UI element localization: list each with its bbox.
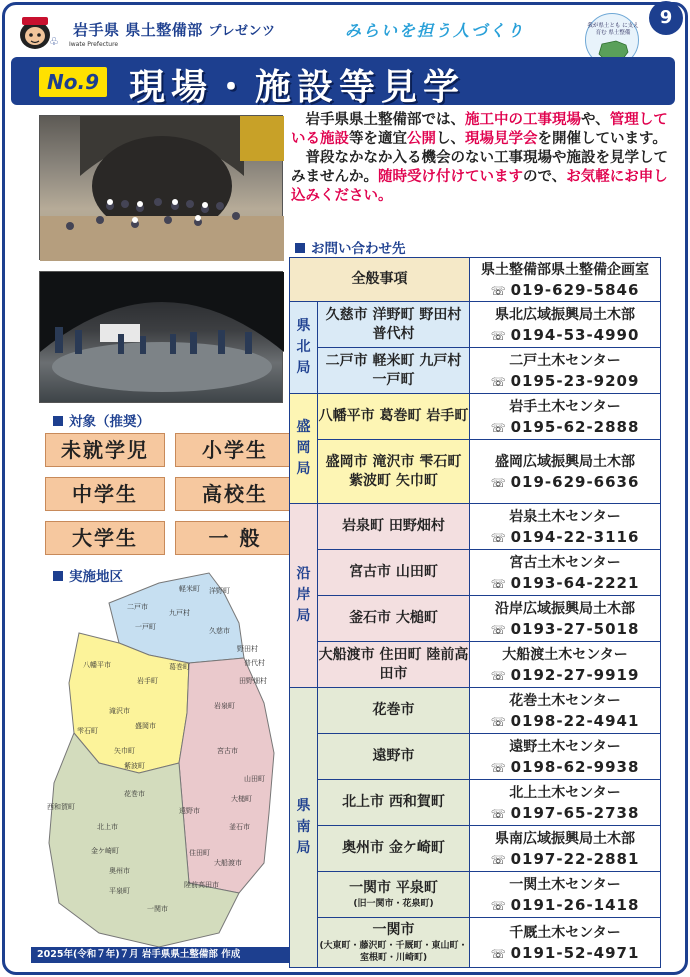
map-label: 滝沢市 (109, 707, 130, 715)
phone-icon: ☏ (490, 715, 507, 729)
area-cell: 北上市 西和賀町 (318, 780, 470, 826)
office-cell: 県土整備部県土整備企画室 ☏ 019-629-5846 (470, 258, 661, 302)
region-south-label: 県 南 局 (290, 688, 318, 968)
intro-paragraph-2: 普段なかなか入る機会のない工事現場や施設を見学してみませんか。随時受け付けていますので、お気軽にお申し込みください。 (291, 150, 668, 204)
tel-number[interactable]: 0198-22-4941 (510, 712, 640, 730)
region-north-label: 県 北 局 (290, 302, 318, 394)
area-note: (大東町・藤沢町・千厩町・東山町・室根町・川崎町) (319, 941, 468, 963)
tel-number[interactable]: 0194-22-3116 (510, 528, 640, 546)
phone-icon: ☏ (490, 853, 507, 867)
tel-number[interactable]: 0192-27-9919 (510, 666, 640, 684)
map-label: 花巻市 (124, 790, 145, 798)
map-label: 紫波町 (124, 762, 145, 770)
map-label: 久慈市 (209, 627, 230, 635)
table-row (290, 440, 661, 504)
tel-number[interactable]: 0191-26-1418 (510, 896, 640, 914)
map-label: 葛巻町 (169, 663, 190, 671)
map-label: 一関市 (147, 905, 168, 913)
map-label: 住田町 (189, 849, 210, 857)
mascot-icon (13, 11, 57, 51)
office-cell: 沿岸広域振興局土木部 ☏ 0193-27-5018 (470, 596, 661, 642)
table-row (290, 596, 661, 642)
office-cell: 大船渡土木センター ☏ 0192-27-9919 (470, 642, 661, 688)
area-cell: 宮古市 山田町 (318, 550, 470, 596)
header-theme: みらいを担う人づくり (345, 21, 526, 40)
table-row (290, 550, 661, 596)
area-cell: 八幡平市 葛巻町 岩手町 (318, 394, 470, 440)
map-label: 北上市 (97, 823, 118, 831)
tel-number[interactable]: 0193-64-2221 (510, 574, 640, 592)
map-label: 金ケ崎町 (91, 847, 119, 855)
map-label: 九戸村 (169, 609, 190, 617)
intro-paragraph-1: 岩手県県土整備部では、施工中の工事現場や、管理している施設等を適宜公開し、現場見学会を開催しています。 (291, 112, 668, 147)
area-cell: 大船渡市 住田町 陸前高田市 (318, 642, 470, 688)
office-cell: 岩泉土木センター ☏ 0194-22-3116 (470, 504, 661, 550)
area-cell: 岩泉町 田野畑村 (318, 504, 470, 550)
map-label: 野田村 (237, 645, 258, 653)
footer-credit: 2025年(令和７年)７月 岩手県県土整備部 作成 (31, 947, 291, 963)
map-label: 軽米町 (179, 585, 200, 593)
site-visit-photo-tunnel-entrance (39, 115, 283, 260)
targets-heading: 対象（推奨） (53, 410, 150, 430)
area-cell: 奥州市 金ケ崎町 (318, 826, 470, 872)
square-bullet-icon (53, 416, 63, 426)
area-cell: 一関市 平泉町 (旧一関市・花泉町) (318, 872, 470, 918)
map-label: 矢巾町 (114, 747, 135, 755)
tel-number[interactable]: 0194-53-4990 (510, 326, 640, 344)
phone-icon: ☏ (490, 531, 507, 545)
tel-number[interactable]: 0193-27-5018 (510, 620, 640, 638)
region-coast-label: 沿 岸 局 (290, 504, 318, 688)
table-row (290, 642, 661, 688)
office-cell: 千厩土木センター ☏ 0191-52-4971 (470, 918, 661, 968)
tel-number[interactable]: 0195-62-2888 (510, 418, 640, 436)
tel-number[interactable]: 0197-65-2738 (510, 804, 640, 822)
tel-number[interactable]: 0195-23-9209 (510, 372, 640, 390)
map-heading: 実施地区 (53, 565, 123, 585)
office-cell: 二戸土木センター ☏ 0195-23-9209 (470, 348, 661, 394)
map-label: 盛岡市 (135, 722, 156, 730)
contacts-heading: お問い合わせ先 (295, 237, 406, 257)
phone-icon: ☏ (490, 375, 507, 389)
general-area: 全般事項 (290, 258, 470, 302)
map-label: 大槌町 (231, 795, 252, 803)
map-label: 遠野市 (179, 807, 200, 815)
intro-text (291, 111, 669, 206)
map-label: 田野畑村 (239, 677, 267, 685)
target-junior-high: 中学生 (45, 477, 165, 511)
phone-icon: ☏ (490, 623, 507, 637)
table-row (290, 394, 661, 440)
map-label: 一戸町 (135, 623, 156, 631)
map-label: 岩泉町 (214, 702, 235, 710)
tel-number[interactable]: 0198-62-9938 (510, 758, 640, 776)
map-label: 普代村 (244, 659, 265, 667)
area-note: (旧一関市・花泉町) (353, 899, 434, 909)
map-label: 陸前高田市 (184, 881, 219, 889)
tel-number[interactable]: 019-629-6636 (510, 473, 640, 491)
phone-icon: ☏ (490, 476, 507, 490)
phone-icon: ☏ (490, 329, 507, 343)
phone-icon: ☏ (490, 761, 507, 775)
area-cell: 二戸市 軽米町 九戸村 一戸町 (318, 348, 470, 394)
phone-icon: ☏ (490, 284, 507, 298)
target-university: 大学生 (45, 521, 165, 555)
office-cell: 宮古土木センター ☏ 0193-64-2221 (470, 550, 661, 596)
target-elementary: 小学生 (175, 433, 295, 467)
map-label: 大船渡市 (214, 859, 242, 867)
page-title: 現場・施設等見学 (129, 67, 466, 108)
target-general: 一 般 (175, 521, 295, 555)
tel-number[interactable]: 0191-52-4971 (510, 944, 640, 962)
phone-icon: ☏ (490, 421, 507, 435)
table-row (290, 780, 661, 826)
map-label: 宮古市 (217, 747, 238, 755)
header (5, 5, 685, 108)
area-cell: 盛岡市 滝沢市 雫石町 紫波町 矢巾町 (318, 440, 470, 504)
map-label: 八幡平市 (83, 661, 111, 669)
area-cell: 花巻市 (318, 688, 470, 734)
map-label: 西和賀町 (47, 803, 75, 811)
header-org: 岩手県 県土整備部 プレゼンツ (73, 21, 276, 39)
office-cell: 遠野土木センター ☏ 0198-62-9938 (470, 734, 661, 780)
pref-english-name: Iwate Prefecture (69, 41, 119, 48)
map-label: 平泉町 (109, 887, 130, 895)
office-cell: 県北広域振興局土木部 ☏ 0194-53-4990 (470, 302, 661, 348)
map-label: 雫石町 (77, 727, 98, 735)
square-bullet-icon (295, 243, 305, 253)
iwate-region-map (39, 563, 287, 947)
phone-icon: ☏ (490, 669, 507, 683)
svg-text:♧: ♧ (49, 35, 59, 48)
area-cell: 遠野市 (318, 734, 470, 780)
table-row (290, 918, 661, 968)
region-morioka-label: 盛 岡 局 (290, 394, 318, 504)
area-cell: 一関市 (大東町・藤沢町・千厩町・東山町・室根町・川崎町) (318, 918, 470, 968)
flyer-page (2, 2, 688, 975)
office-cell: 北上土木センター ☏ 0197-65-2738 (470, 780, 661, 826)
table-row (290, 872, 661, 918)
target-high-school: 高校生 (175, 477, 295, 511)
contacts-table (289, 257, 661, 968)
target-preschool: 未就学児 (45, 433, 165, 467)
phone-icon: ☏ (490, 807, 507, 821)
office-cell: 盛岡広域振興局土木部 ☏ 019-629-6636 (470, 440, 661, 504)
map-label: 釜石市 (229, 823, 250, 831)
phone-icon: ☏ (490, 577, 507, 591)
table-row (290, 348, 661, 394)
phone-icon: ☏ (490, 947, 507, 961)
tel-number[interactable]: 0197-22-2881 (510, 850, 640, 868)
map-label: 奥州市 (109, 867, 130, 875)
office-cell: 花巻土木センター ☏ 0198-22-4941 (470, 688, 661, 734)
office-cell: 岩手土木センター ☏ 0195-62-2888 (470, 394, 661, 440)
table-row (290, 734, 661, 780)
phone-icon: ☏ (490, 899, 507, 913)
badge-text: 我が県土とも に支え育む 県土整備 (587, 23, 639, 36)
site-visit-photo-tunnel-inside (39, 271, 283, 403)
office-cell: 一関土木センター ☏ 0191-26-1418 (470, 872, 661, 918)
table-row (290, 504, 661, 550)
map-label: 洋野町 (209, 587, 230, 595)
table-row (290, 826, 661, 872)
tel-number[interactable]: 019-629-5846 (510, 281, 640, 299)
area-cell: 久慈市 洋野町 野田村 普代村 (318, 302, 470, 348)
page-number: 9 (649, 1, 683, 35)
map-label: 二戸市 (127, 603, 148, 611)
area-cell: 釜石市 大槌町 (318, 596, 470, 642)
map-label: 山田町 (244, 775, 265, 783)
table-row (290, 258, 661, 302)
table-row (290, 688, 661, 734)
map-label: 岩手町 (137, 677, 158, 685)
office-cell: 県南広域振興局土木部 ☏ 0197-22-2881 (470, 826, 661, 872)
issue-number: No.9 (37, 65, 109, 99)
table-row (290, 302, 661, 348)
